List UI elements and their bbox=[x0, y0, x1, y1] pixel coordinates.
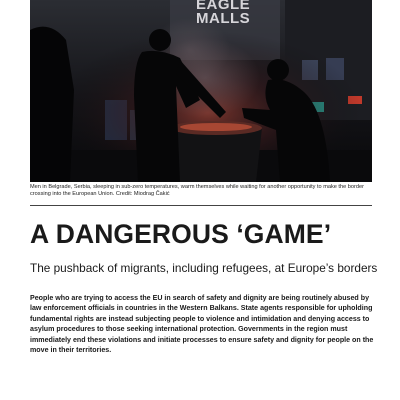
photo-caption: Men in Belgrade, Serbia, sleeping in sub-zero temperatures, warm themselves while waiting for another opportunity to make the border crossing into the European Union. Credit: Miodrag Čakić bbox=[30, 184, 364, 198]
cover-photo bbox=[30, 0, 372, 182]
report-title: A DANGEROUS ‘GAME’ bbox=[30, 219, 332, 249]
divider bbox=[30, 205, 372, 206]
eagle-malls-sign: EAGLE MALLS bbox=[196, 0, 251, 27]
intro-paragraph: People who are trying to access the EU in search of safety and dignity are being routinely abused by law enforcement officials in countries in the Western Balkans. State agents responsible for upholding fundamental rights are instead subjecting people to violence and intimidation and denying access to asylum procedures to those seeking international protection. Governments in the region must immediately end these violations and initiate processes to ensure safety and dignity for people on the move in their territories. bbox=[30, 294, 374, 355]
report-subtitle: The pushback of migrants, including refugees, at Europe’s borders bbox=[30, 261, 378, 275]
